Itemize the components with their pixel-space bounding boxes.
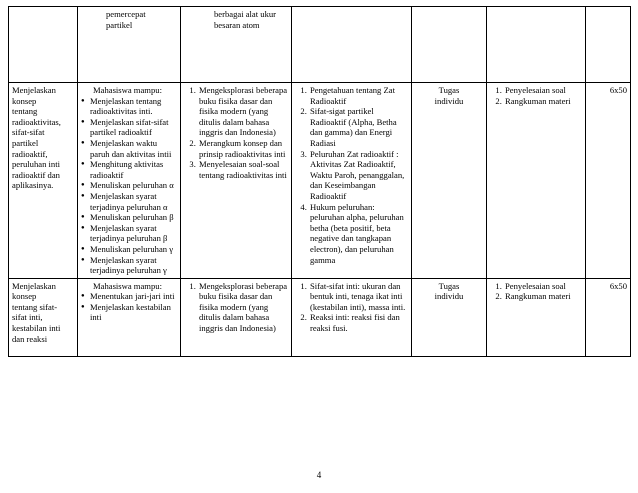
- activity-item: 3. Menyelesaian soal-soal tentang radioaktivitas inti: [198, 159, 288, 180]
- cell-activities: [181, 83, 292, 279]
- indicator-item: ● Menjelaskan syarat terjadinya peluruhan α: [81, 191, 177, 212]
- cell-empty: [412, 7, 487, 83]
- material-item: 1. Sifat-sifat inti: ukuran dan bentuk inti, tenaga ikat inti (kestabilan inti), massa inti.: [309, 281, 408, 313]
- cell-assessment: [487, 83, 586, 279]
- task-text: Tugas individu: [434, 280, 464, 302]
- indicator-item: ● Menuliskan peluruhan α: [81, 180, 177, 191]
- cell-task: [412, 278, 487, 356]
- indicator-item: ● Menjelaskan waktu paruh dan aktivitas intii: [81, 138, 177, 159]
- indicator-item: ● Menentukan jari-jari inti: [81, 291, 177, 302]
- material-item: 3. Peluruhan Zat radioaktif : Aktivitas Zat Radioaktif, Waktu Paroh, penanggalan, dan Keseimbangan Radioaktif: [309, 149, 408, 202]
- indicator-list: [81, 96, 177, 276]
- time-allocation: 6x50: [609, 280, 627, 291]
- syllabus-table: [8, 6, 631, 357]
- assessment-item: 1. Penyelesaian soal: [504, 85, 582, 96]
- cell-time: [586, 278, 631, 356]
- activity-continued-text: berbagai alat ukur besaran atom: [214, 9, 277, 30]
- table-row: [9, 83, 631, 279]
- assessment-item: 2. Rangkuman materi: [504, 96, 582, 107]
- material-item: 4. Hukum peluruhan: peluruhan alpha, peluruhan betha (beta positif, beta negative dan tangkapan electron), dan peluruhan gamma: [309, 202, 408, 266]
- continued-row: [9, 7, 631, 83]
- competency-text: Menjelaskan konsep tentang radioaktivitas, sifat-sifat partikel radioaktif, peruluhan inti radioaktif dan aplikasinya.: [12, 85, 61, 191]
- cell-task: [412, 83, 487, 279]
- indicator-list: [81, 291, 177, 323]
- cell-assessment: [487, 278, 586, 356]
- material-item: 2. Reaksi inti: reaksi fisi dan reaksi fusi.: [309, 312, 408, 333]
- indicator-item: ● Menjelaskan kestabilan inti: [81, 302, 177, 323]
- indicator-item: ● Menjelaskan tentang radioaktivitas inti.: [81, 96, 177, 117]
- cell-activity-continued: [181, 7, 292, 83]
- material-list: [295, 85, 408, 265]
- assessment-list: [490, 85, 582, 106]
- cell-materials: [292, 278, 412, 356]
- activity-item: 2. Merangkum konsep dan prinsip radioaktivitas inti: [198, 138, 288, 159]
- indicator-item: ● Menjelaskan sifat-sifat partikel radioaktif: [81, 117, 177, 138]
- activity-item: 1. Mengeksplorasi beberapa buku fisika dasar dan fisika modern (yang ditulis dalam bahasa inggris dan Indonesia): [198, 85, 288, 138]
- cell-empty: [292, 7, 412, 83]
- cell-empty: [487, 7, 586, 83]
- activity-list: [184, 281, 288, 334]
- cell-competency: [9, 83, 78, 279]
- indicators-intro: Mahasiswa mampu:: [93, 280, 162, 291]
- competency-text: Menjelaskan konsep tentang sifat- sifat inti, kestabilan inti dan reaksi: [12, 280, 61, 344]
- indicator-item: ● Menghitung aktivitas radioaktif: [81, 159, 177, 180]
- indicator-continued-text: pemercepat partikel: [106, 9, 146, 30]
- indicators-intro: Mahasiswa mampu:: [93, 85, 162, 95]
- material-list: [295, 281, 408, 334]
- material-item: 1. Pengetahuan tentang Zat Radioaktif: [309, 85, 408, 106]
- indicator-item: ● Menjelaskan syarat terjadinya peluruhan β: [81, 223, 177, 244]
- cell-time: [586, 83, 631, 279]
- time-allocation: 6x50: [609, 85, 627, 95]
- cell-indicator-continued: [78, 7, 181, 83]
- table-row: [9, 278, 631, 356]
- activity-item: 1. Mengeksplorasi beberapa buku fisika dasar dan fisika modern (yang ditulis dalam bahasa inggris dan Indonesia): [198, 281, 288, 334]
- table-body: [9, 83, 631, 357]
- cell-competency: [9, 278, 78, 356]
- cell-empty: [9, 7, 78, 83]
- cell-indicators: [78, 83, 181, 279]
- assessment-list: [490, 281, 582, 302]
- task-text: Tugas individu: [434, 85, 464, 106]
- cell-materials: [292, 83, 412, 279]
- indicator-item: ● Menjelaskan syarat terjadinya peluruhan γ: [81, 255, 177, 276]
- cell-activities: [181, 278, 292, 356]
- cell-empty: [586, 7, 631, 83]
- page-number: 4: [316, 470, 322, 480]
- assessment-item: 1. Penyelesaian soal: [504, 281, 582, 292]
- indicator-item: ● Menuliskan peluruhan γ: [81, 244, 177, 255]
- assessment-item: 2. Rangkuman materi: [504, 291, 582, 302]
- material-item: 2. Sifat-sigat partikel Radioaktif (Alpha, Betha dan gamma) dan Energi Radiasi: [309, 106, 408, 148]
- indicator-item: ● Menuliskan peluruhan β: [81, 212, 177, 223]
- activity-list: [184, 85, 288, 180]
- cell-indicators: [78, 278, 181, 356]
